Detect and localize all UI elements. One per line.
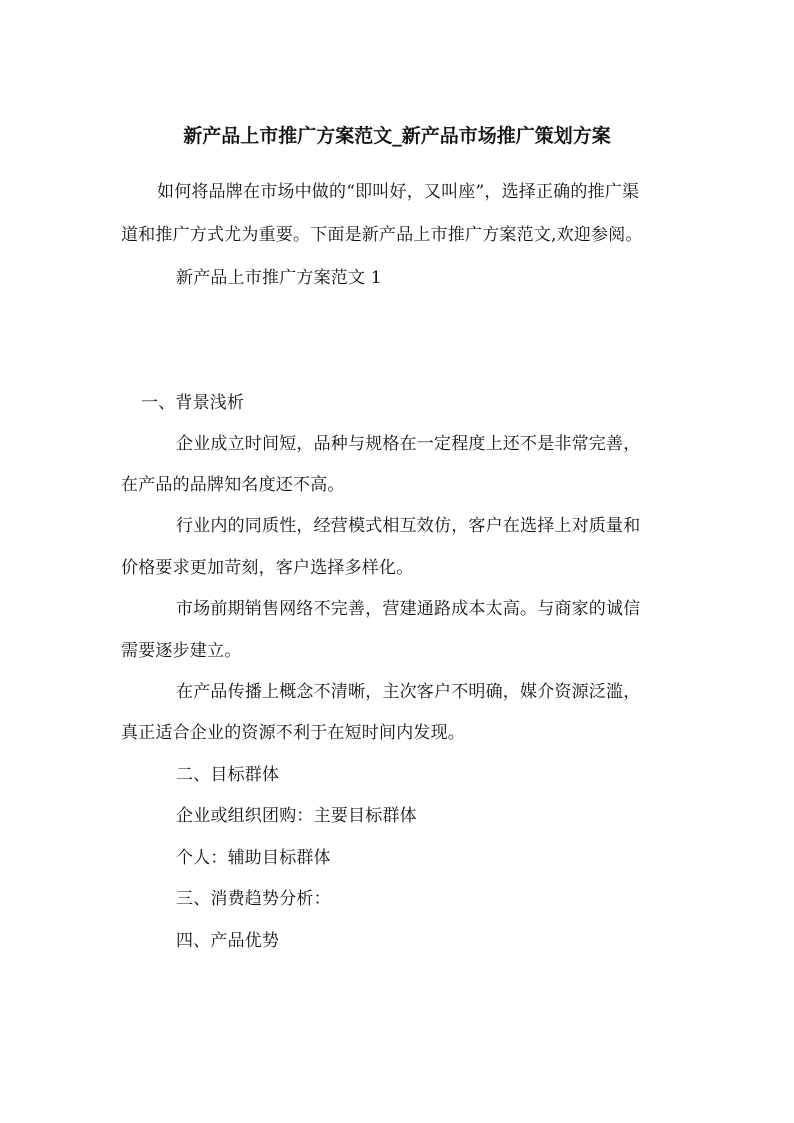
paragraph-line: 企业成立时间短，品种与规格在一定程度上还不是非常完善， (176, 434, 641, 454)
section-subtitle: 新产品上市推广方案范文 1 (176, 268, 382, 288)
heading-background: 一、背景浅析 (141, 393, 245, 413)
paragraph-line: 市场前期销售网络不完善，营建通路成本太高。与商家的诚信 (176, 599, 641, 619)
intro-line-2: 道和推广方式尤为重要。下面是新产品上市推广方案范文,欢迎参阅。 (121, 225, 643, 245)
paragraph-line: 在产品的品牌知名度还不高。 (121, 475, 345, 495)
paragraph-line: 真正适合企业的资源不利于在短时间内发现。 (121, 723, 465, 743)
paragraph-line: 价格要求更加苛刻，客户选择多样化。 (121, 558, 414, 578)
intro-line-1: 如何将品牌在市场中做的“即叫好，又叫座”，选择正确的推广渠 (157, 182, 640, 202)
heading-product-advantage: 四、产品优势 (176, 931, 280, 951)
document-title: 新产品上市推广方案范文_新产品市场推广策划方案 (183, 125, 611, 147)
list-item: 个人：辅助目标群体 (176, 848, 331, 868)
paragraph-line: 在产品传播上概念不清晰，主次客户不明确，媒介资源泛滥， (176, 682, 641, 702)
heading-consumption-trend: 三、消费趋势分析： (176, 889, 331, 909)
heading-target-group: 二、目标群体 (176, 765, 280, 785)
paragraph-line: 需要逐步建立。 (121, 641, 242, 661)
list-item: 企业或组织团购：主要目标群体 (176, 806, 417, 826)
paragraph-line: 行业内的同质性，经营模式相互效仿，客户在选择上对质量和 (176, 516, 641, 536)
